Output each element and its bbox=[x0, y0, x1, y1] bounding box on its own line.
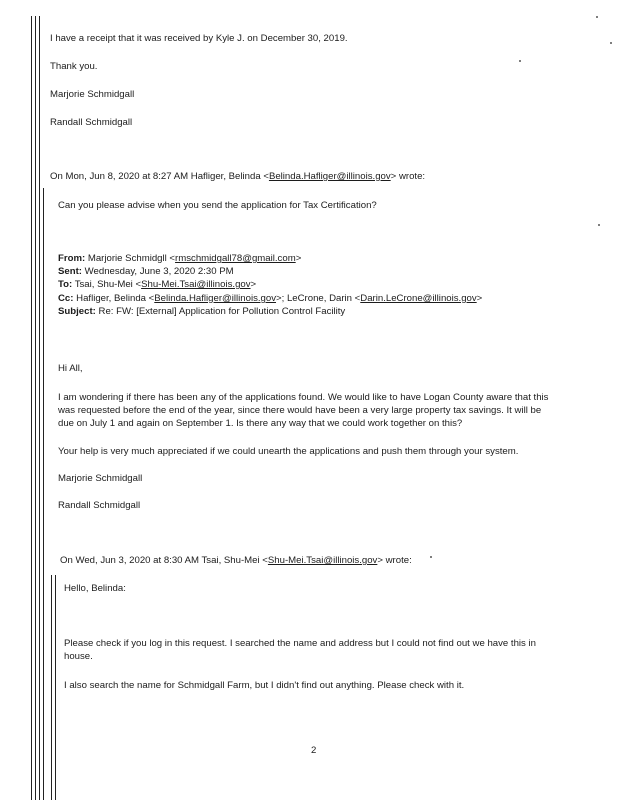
cc-close: > bbox=[476, 293, 483, 304]
sent-value: Wednesday, June 3, 2020 2:30 PM bbox=[84, 266, 234, 277]
scan-speck bbox=[598, 224, 600, 226]
email-link-tsai[interactable]: Shu-Mei.Tsai@illinois.gov bbox=[141, 279, 251, 290]
email-link-tsai-reply[interactable]: Shu-Mei.Tsai@illinois.gov bbox=[267, 555, 378, 566]
quote-bar-4 bbox=[43, 188, 44, 800]
page-number: 2 bbox=[311, 745, 317, 756]
quote-bar-6 bbox=[55, 575, 56, 800]
signature-marjorie: Marjorie Schmidgall bbox=[50, 89, 135, 100]
cc-label: Cc: bbox=[58, 293, 74, 304]
quote-bar-2 bbox=[35, 16, 36, 800]
to-label: To: bbox=[58, 279, 73, 290]
message-signature-randall: Randall Schmidgall bbox=[58, 500, 141, 511]
signature-randall: Randall Schmidgall bbox=[50, 117, 133, 128]
cc-line bbox=[58, 292, 482, 305]
scan-speck bbox=[610, 42, 612, 44]
email-link-hafliger[interactable]: Belinda.Hafliger@illinois.gov bbox=[268, 171, 391, 182]
message-para2: Your help is very much appreciated if we could unearth the applications and push them through your system. bbox=[58, 446, 519, 457]
scan-speck bbox=[430, 556, 432, 558]
reply-header-suffix: > wrote: bbox=[390, 171, 426, 182]
greeting-belinda: Hello, Belinda: bbox=[64, 583, 126, 594]
from-name: Marjorie Schmidgll < bbox=[87, 253, 176, 264]
reply-header-hafliger bbox=[50, 170, 425, 183]
reply-header-tsai bbox=[60, 554, 412, 567]
quote-bar-1 bbox=[31, 16, 32, 800]
from-close: > bbox=[295, 253, 302, 264]
reply-header-prefix: On Mon, Jun 8, 2020 at 8:27 AM Hafliger, Belinda < bbox=[50, 171, 269, 182]
subject-value: Re: FW: [External] Application for Pollution Control Facility bbox=[98, 306, 346, 317]
reply2-para1-line2: house. bbox=[64, 651, 93, 662]
receipt-text: I have a receipt that it was received by Kyle J. on December 30, 2019. bbox=[50, 33, 348, 44]
message-para1-line3: due on July 1 and again on September 1. Is there any way that we could work together on this? bbox=[58, 418, 463, 429]
tax-certification-question: Can you please advise when you send the application for Tax Certification? bbox=[58, 200, 377, 211]
email-link-lecrone[interactable]: Darin.LeCrone@illinois.gov bbox=[360, 293, 477, 304]
to-name: Tsai, Shu-Mei < bbox=[74, 279, 142, 290]
cc-name-hafliger: Hafliger, Belinda < bbox=[76, 293, 155, 304]
to-close: > bbox=[250, 279, 257, 290]
sent-line bbox=[58, 265, 234, 278]
message-para1-line1: I am wondering if there has been any of the applications found. We would like to have Logan County aware that this bbox=[58, 392, 549, 403]
email-link-marjorie[interactable]: rmschmidgall78@gmail.com bbox=[175, 253, 296, 264]
quote-bar-3 bbox=[39, 16, 40, 800]
thanks-text: Thank you. bbox=[50, 61, 98, 72]
email-link-cc-hafliger[interactable]: Belinda.Hafliger@illinois.gov bbox=[154, 293, 277, 304]
message-signature-marjorie: Marjorie Schmidgall bbox=[58, 473, 143, 484]
quote-bar-5 bbox=[51, 575, 52, 800]
cc-separator: >; LeCrone, Darin < bbox=[276, 293, 361, 304]
reply-header-tsai-suffix: > wrote: bbox=[377, 555, 412, 566]
reply2-para2: I also search the name for Schmidgall Farm, but I didn't find out anything. Please check with it. bbox=[64, 680, 465, 691]
to-line bbox=[58, 278, 256, 291]
reply2-para1-line1: Please check if you log in this request. I searched the name and address but I could not find out we have this in bbox=[64, 638, 536, 649]
from-label: From: bbox=[58, 253, 86, 264]
from-line bbox=[58, 252, 301, 265]
reply-header-tsai-prefix: On Wed, Jun 3, 2020 at 8:30 AM Tsai, Shu-Mei < bbox=[60, 555, 268, 566]
sent-label: Sent: bbox=[58, 266, 82, 277]
scan-speck bbox=[596, 16, 598, 18]
subject-line bbox=[58, 305, 345, 318]
scan-speck bbox=[519, 60, 521, 62]
subject-label: Subject: bbox=[58, 306, 96, 317]
greeting-all: Hi All, bbox=[58, 363, 83, 374]
message-para1-line2: was requested before the end of the year, since there would have been a very large property tax savings. It will be bbox=[58, 405, 542, 416]
